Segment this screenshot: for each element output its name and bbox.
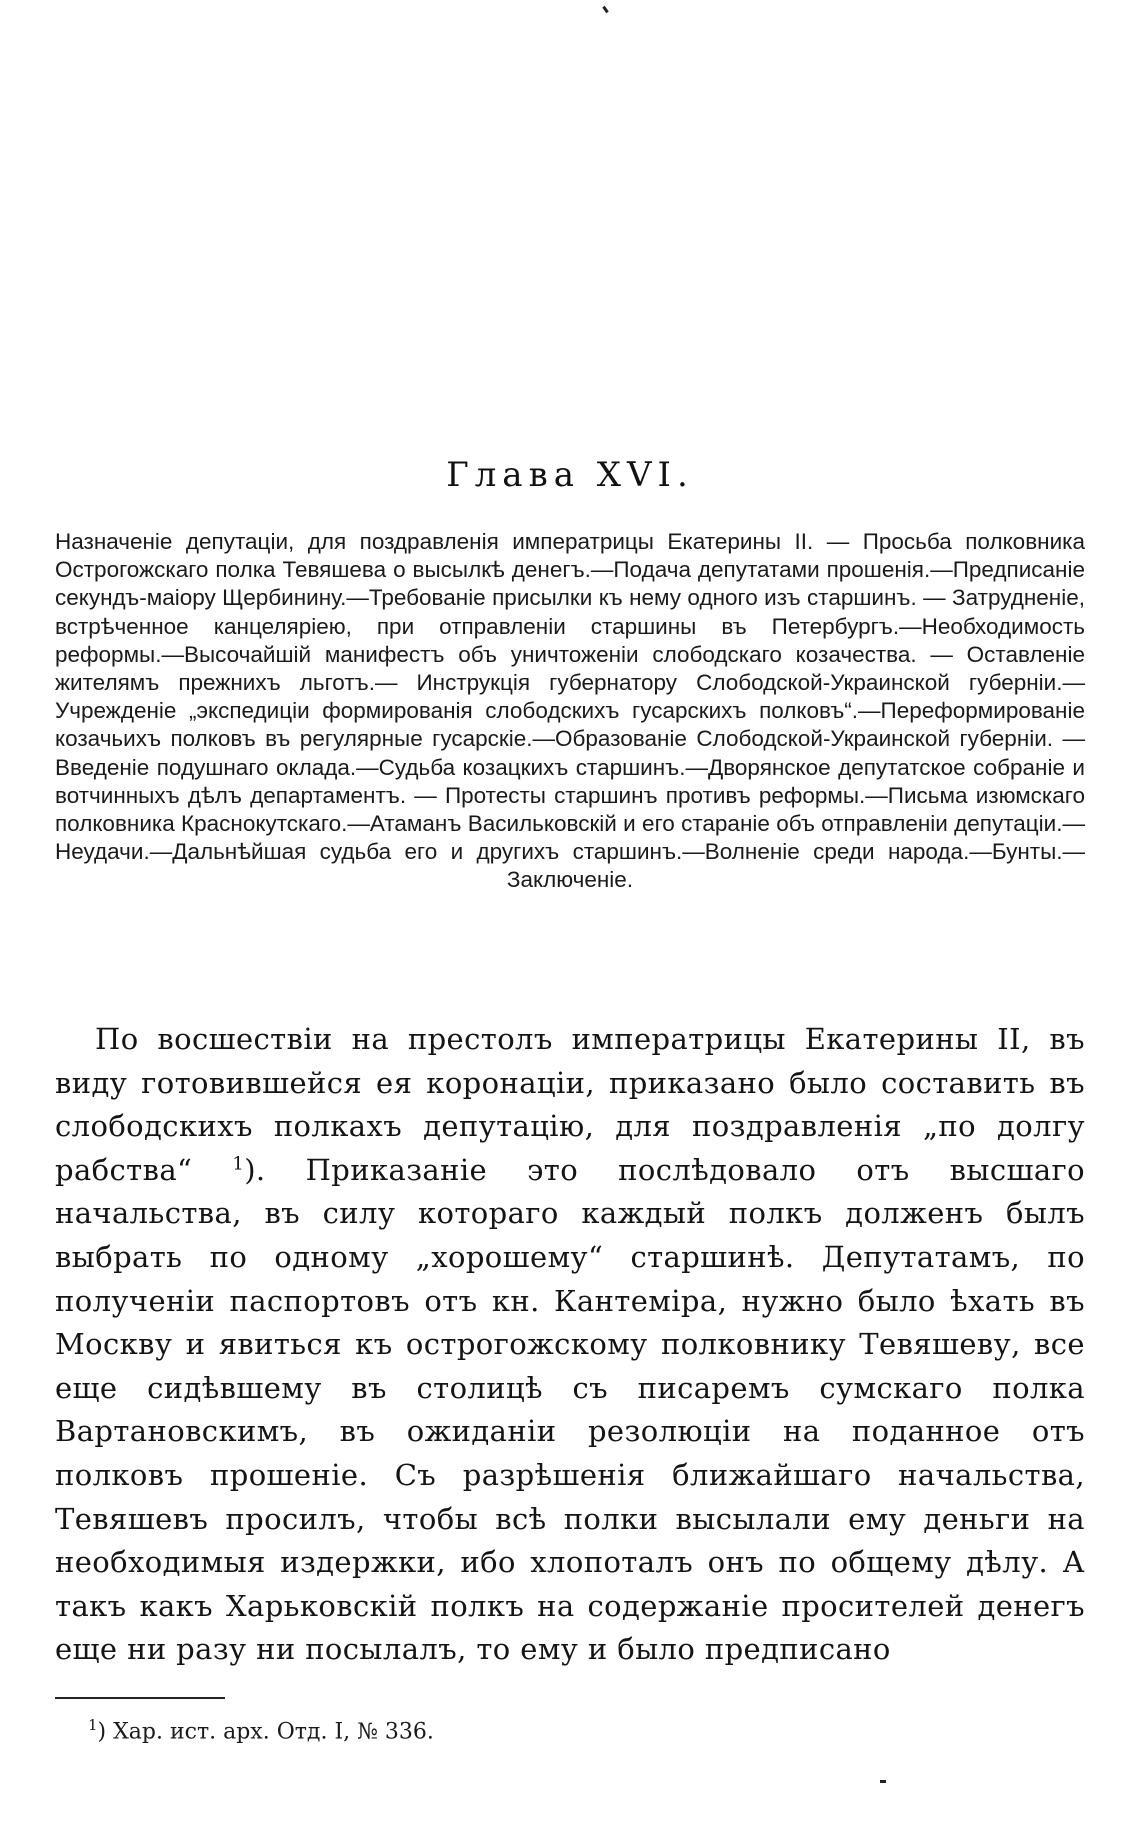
footnote-marker: 1	[88, 1716, 98, 1734]
footnote-text: ) Хар. ист. арх. Отд. I, № 336.	[97, 1719, 434, 1745]
body-paragraph	[55, 1018, 1085, 1672]
footnote-divider	[55, 1697, 225, 1699]
footnote	[88, 1710, 434, 1747]
chapter-summary: Назначеніе депутаціи, для поздравленія императрицы Екатерины II. — Просьба полковника Острогожскаго полка Тевяшева о высылкѣ денегъ.—Подача депутатами прошенія.—Предписаніе секундъ-маіору Щербинину.—Требованіе присылки къ нему одного изъ старшинъ. — Затрудненіе, встрѣченное канцеляріею, при отправленіи старшины въ Петербургъ.—Необходимость реформы.—Высочайшій манифестъ объ уничтоженіи слободскаго козачества. — Оставленіе жителямъ прежнихъ льготъ.— Инструкція губернатору Слободской-Украинской губерніи.—Учрежденіе „экспедиціи формированія слободскихъ гусарскихъ полковъ“.—Переформированіе козачьихъ полковъ въ регулярные гусарскіе.—Образованіе Слободской-Украинской губерніи. —Введеніе подушнаго оклада.—Судьба козацкихъ старшинъ.—Дворянское депутатское собраніе и вотчинныхъ дѣлъ департаментъ. — Протесты старшинъ противъ реформы.—Письма изюмскаго полковника Краснокутскаго.—Атаманъ Васильковскій и его стараніе объ отправленіи депутаціи.—Неудачи.—Дальнѣйшая судьба его и другихъ старшинъ.—Волненіе среди народа.—Бунты.—Заключеніе.	[55, 529, 1085, 893]
body-text-after-note: ). Приказаніе это послѣдовало отъ высшаго начальства, въ силу котораго каждый полкъ долженъ былъ выбрать по одному „хорошему“ старшинѣ. Депутатамъ, по полученіи паспортовъ отъ кн. Кантеміра, нужно было ѣхать въ Москву и явиться къ острогожскому полковнику Тевяшеву, все еще сидѣвшему въ столицѣ съ писаремъ сумскаго полка Вартановскимъ, въ ожиданіи резолюціи на поданное отъ полковъ прошеніе. Съ разрѣшенія ближайшаго начальства, Тевяшевъ просилъ, чтобы всѣ полки высылали ему деньги на необходимыя издержки, ибо хлопоталъ онъ по общему дѣлу. А такъ какъ Харьковскій полкъ на содержаніе просителей денегъ еще ни разу ни посылалъ, то ему и было предписано	[55, 1152, 1086, 1667]
body-text-before-note: По восшествіи на престолъ императрицы Екатерины II, въ виду готовившейся ея коронаціи, приказано было составить въ слободскихъ полкахъ депутацію, для поздравленія „по долгу рабства“	[55, 1022, 1085, 1187]
footnote-reference: 1	[232, 1153, 245, 1175]
print-speck	[880, 1780, 886, 1783]
print-speck	[602, 6, 608, 13]
chapter-title: Глава XVI.	[446, 455, 694, 495]
